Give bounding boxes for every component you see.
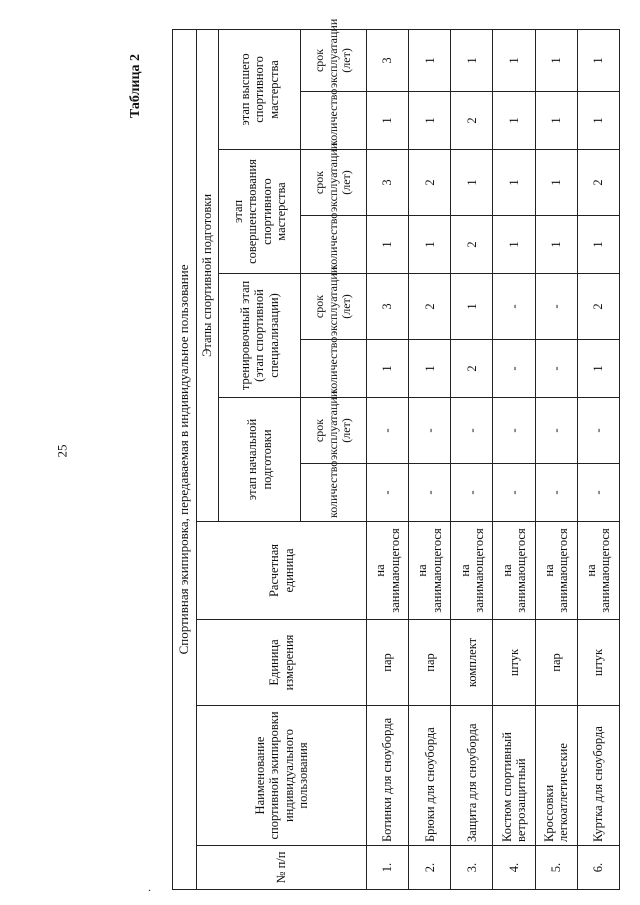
cell-value: - [577,398,619,464]
table-row [451,29,493,889]
cell-value: - [493,464,535,522]
cell-value: 1 [451,274,493,340]
row-num: 2. [409,846,451,890]
cell-value: 1 [493,216,535,274]
cell-value: 1 [367,340,409,398]
col-num-header: № п/п [197,846,367,890]
margin-dot: . [148,880,151,894]
table-row [577,29,619,889]
sub-qty: количество [301,216,367,274]
stages-header: Этапы спортивной подготовки [197,29,219,521]
cell-value: 2 [409,150,451,216]
row-unit: комплект [451,620,493,706]
cell-value: - [493,398,535,464]
cell-value: 1 [577,92,619,150]
row-num: 4. [493,846,535,890]
cell-value: 1 [493,150,535,216]
row-calc: на занимающегося [409,522,451,620]
main-header: Спортивная экипировка, передаваемая в индивидуальное пользование [173,29,197,889]
stage-header-improvement: этап совершенствования спортивного мастерства [219,150,301,274]
row-unit: пар [367,620,409,706]
cell-value: - [577,464,619,522]
sub-qty: количество [301,464,367,522]
row-unit: штук [493,620,535,706]
cell-value: 1 [367,216,409,274]
cell-value: 2 [409,274,451,340]
cell-value: 1 [577,216,619,274]
row-calc: на занимающегося [367,522,409,620]
table-row [367,29,409,889]
cell-value: 2 [451,92,493,150]
cell-value: 2 [451,216,493,274]
cell-value: 3 [367,29,409,91]
row-name: Костюм спортивный ветрозащитный [493,706,535,846]
stage-header-training: тренировочный этап (этап спортивной специализации) [219,274,301,398]
cell-value: 1 [535,92,577,150]
cell-value: 1 [577,340,619,398]
cell-value: - [535,464,577,522]
row-num: 3. [451,846,493,890]
cell-value: 1 [409,340,451,398]
row-unit: штук [577,620,619,706]
cell-value: 1 [409,216,451,274]
cell-value: - [367,398,409,464]
sub-qty: количество [301,340,367,398]
cell-value: - [367,464,409,522]
cell-value: 2 [451,340,493,398]
page-number: 25 [54,444,70,458]
col-calc-header: Расчетная единица [197,522,367,620]
cell-value: - [409,398,451,464]
row-num: 1. [367,846,409,890]
row-name: Куртка для сноуборда [577,706,619,846]
sub-qty: количество [301,92,367,150]
table-row [493,29,535,889]
cell-value: 1 [451,150,493,216]
row-calc: на занимающегося [535,522,577,620]
row-calc: на занимающегося [451,522,493,620]
row-unit: пар [535,620,577,706]
cell-value: 1 [535,216,577,274]
row-name: Защита для сноуборда [451,706,493,846]
cell-value: - [535,274,577,340]
row-name: Ботинки для сноуборда [367,706,409,846]
table-title: Таблица 2 [128,53,144,119]
sub-term: срок эксплуатации (лет) [301,29,367,91]
cell-value: - [535,398,577,464]
sub-term: срок эксплуатации (лет) [301,274,367,340]
equipment-table [172,18,620,890]
row-calc: на занимающегося [577,522,619,620]
row-num: 5. [535,846,577,890]
cell-value: 1 [493,29,535,91]
cell-value: 1 [535,29,577,91]
cell-value: 3 [367,150,409,216]
cell-value: 2 [577,274,619,340]
stage-header-initial: этап начальной подготовки [219,398,301,522]
cell-value: 1 [493,92,535,150]
cell-value: - [451,464,493,522]
cell-value: 2 [577,150,619,216]
cell-value: - [493,340,535,398]
cell-value: 1 [367,92,409,150]
table-row [535,29,577,889]
row-num: 6. [577,846,619,890]
cell-value: 1 [535,150,577,216]
cell-value: 1 [409,29,451,91]
cell-value: - [493,274,535,340]
sub-term: срок эксплуатации (лет) [301,398,367,464]
cell-value: - [451,398,493,464]
cell-value: 3 [367,274,409,340]
row-name: Кроссовки легкоатлетические [535,706,577,846]
sub-term: срок эксплуатации (лет) [301,150,367,216]
cell-value: 1 [451,29,493,91]
cell-value: 1 [409,92,451,150]
row-name: Брюки для сноуборда [409,706,451,846]
cell-value: 1 [577,29,619,91]
rotated-table-container [172,18,620,890]
cell-value: - [535,340,577,398]
stage-header-higher: этап высшего спортивного мастерства [219,29,301,149]
col-unit-header: Единица измерения [197,620,367,706]
cell-value: - [409,464,451,522]
row-unit: пар [409,620,451,706]
table-row [409,29,451,889]
row-calc: на занимающегося [493,522,535,620]
col-name-header: Наименование спортивной экипировки индивидуального пользования [197,706,367,846]
